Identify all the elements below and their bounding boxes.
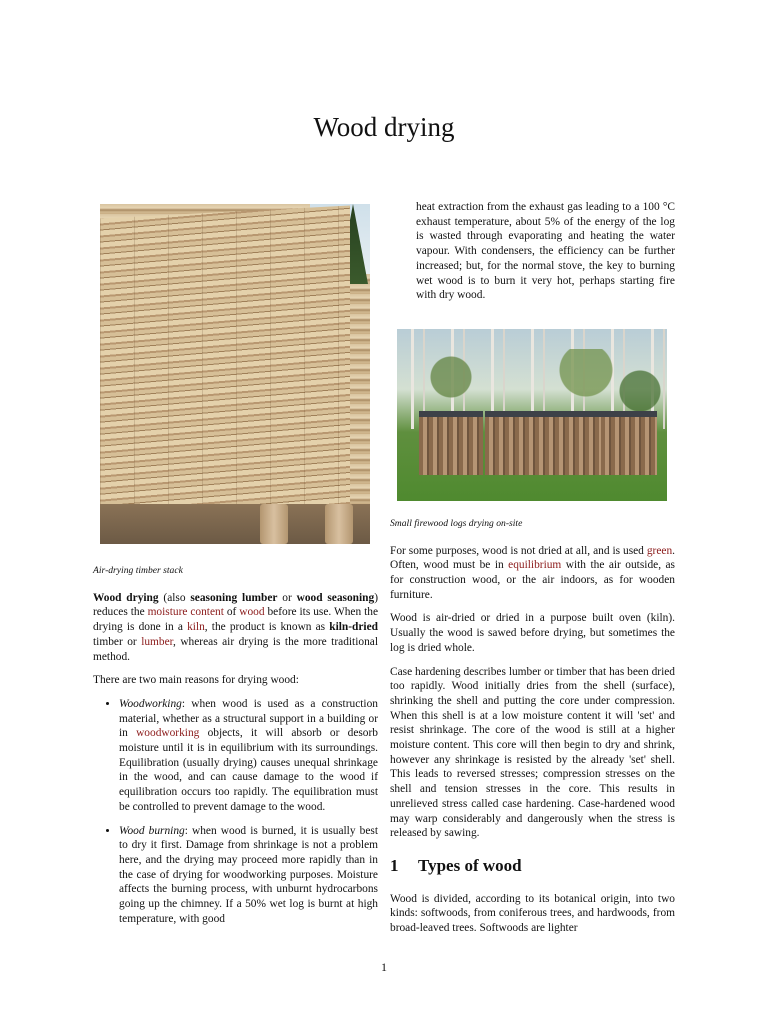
link-woodworking[interactable]: woodworking (136, 727, 200, 740)
reasons-list (93, 697, 378, 927)
link-equilibrium[interactable]: equilibrium (508, 559, 562, 572)
case-hardening-paragraph: Case hardening describes lumber or timber that has been dried too rapidly. Wood initially dries from the shell (surface), shrinking the shell and putting the core under compression. When this shell is at a low moisture content it will 'set' and resist shrinkage. The core of the wood is still at a higher moisture content. This core will then begin to dry and shrink, however any shrinkage is resisted by the already 'set' shell. This leads to reversed stresses; compression stresses on the shell and tension stresses in the core. This results in unrelieved stress called case hardening. Case-hardened wood may warp considerably and dangerously when the stress is released by sawing. (390, 665, 675, 840)
section-heading: 1 Types of wood (390, 855, 522, 875)
link-green[interactable]: green (646, 544, 673, 557)
timber-stack-figure (93, 204, 378, 579)
reasons-intro: There are two main reasons for drying wood: (93, 674, 299, 687)
air-dried-paragraph: Wood is air-dried or dried in a purpose built oven (kiln). Usually the wood is sawed before drying, but sometimes the log is dried whole. (390, 612, 675, 654)
page-title: Wood drying (313, 112, 455, 142)
firewood-image (397, 329, 667, 501)
page-number: 1 (381, 960, 387, 974)
list-item: • Wood burning: when wood is burned, it is usually best to dry it first. Damage from shrinkage is not a problem here, and the drying may proceed more rapidly than in the case of drying for woodworking purposes. Moisture affects the burning process, with unburnt hydrocarbons going up the chimney. If a 50% wet log is burnt at high temperature, with good (119, 824, 378, 927)
link-wood[interactable]: wood (239, 606, 265, 619)
figure-caption: Air-drying timber stack (93, 565, 183, 576)
left-column (93, 200, 378, 935)
link-kiln[interactable]: kiln (187, 621, 205, 634)
timber-stack-image (100, 204, 370, 544)
continuation-paragraph: heat extraction from the exhaust gas leading to a 100 °C exhaust temperature, about 5% of the energy of the log is wasted through evaporating and heating the water vapour. With condensers, the efficiency can be further increased; but, for the normal stove, the key to burning wet wood is to burn it very hot, perhaps starting fire with dry wood. (416, 201, 675, 302)
list-item: • Woodworking: when wood is used as a construction material, whether as a structural support in a building or in woodworking objects, it will absorb or desorb moisture until it is in equilibrium with its surroundings. Equilibration (usually drying) causes unequal shrinkage in the wood, and can cause damage to the wood if equilibration occurs too rapidly. The equilibration must be controlled to prevent damage to the wood. (119, 697, 378, 815)
right-column (390, 200, 675, 945)
green-wood-paragraph: For some purposes, wood is not dried at all, and is used green. Often, wood must be in equilibrium with the air outside, as for construction wood, or the air indoors, as for wooden furniture. (390, 544, 675, 601)
intro-paragraph: Wood drying (also seasoning lumber or wood seasoning) reduces the moisture content of wood before its use. When the drying is done in a kiln, the product is known as kiln-dried timber or lumber, whereas air drying is the more traditional method. (93, 591, 378, 663)
types-paragraph: Wood is divided, according to its botanical origin, into two kinds: softwoods, from coniferous trees, and hardwoods, from broad-leaved trees. Softwoods are lighter (390, 892, 675, 935)
firewood-figure (390, 329, 675, 532)
link-moisture-content[interactable]: moisture content (147, 606, 224, 619)
figure-caption: Small firewood logs drying on-site (390, 517, 523, 529)
link-lumber[interactable]: lumber (141, 635, 173, 648)
